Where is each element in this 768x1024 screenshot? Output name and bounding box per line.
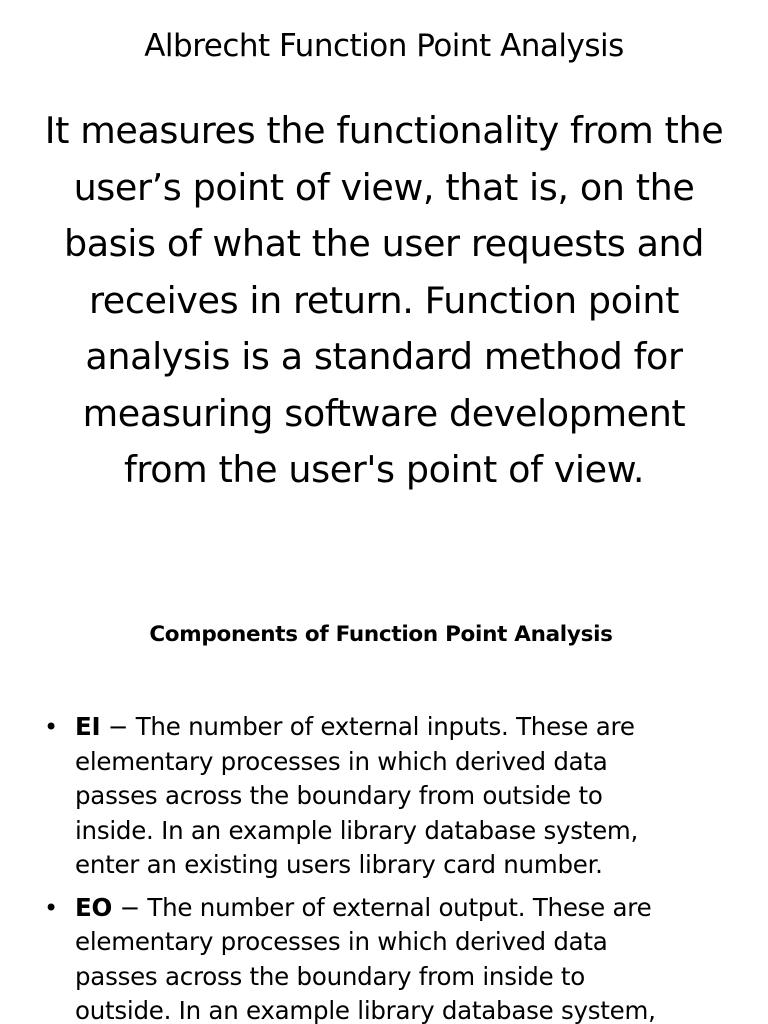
component-line: passes across the boundary from outside to	[75, 781, 603, 810]
component-line	[75, 891, 748, 926]
component-description	[75, 710, 748, 883]
slide-title: Albrecht Function Point Analysis	[144, 28, 624, 64]
components-heading: Components of Function Point Analysis	[149, 622, 613, 647]
component-line: elementary processes in which derived data	[75, 927, 608, 956]
intro-line: It measures the functionality from the	[44, 109, 724, 152]
component-abbreviation: EO	[75, 892, 113, 922]
component-line: inside. In an example library database system,	[75, 815, 639, 845]
intro-line: basis of what the user requests and	[63, 222, 705, 265]
component-item-eo	[0, 891, 768, 1024]
component-item-ei	[0, 710, 768, 883]
component-description	[75, 891, 748, 1024]
intro-line: from the user's point of view.	[123, 448, 645, 491]
component-line: outside. In an example library database system,	[75, 996, 656, 1024]
component-line: elementary processes in which derived data	[75, 746, 608, 776]
component-abbreviation: EI	[75, 712, 101, 741]
intro-line: receives in return. Function point	[88, 278, 680, 322]
bullet-icon: •	[44, 893, 58, 922]
intro-line: analysis is a standard method for	[85, 335, 683, 378]
intro-line: measuring software development	[82, 391, 686, 435]
components-list	[0, 710, 768, 1024]
bullet-icon: •	[44, 713, 58, 741]
component-line-text: − The number of external output. These are	[112, 892, 652, 922]
intro-line: user’s point of view, that is, on the	[73, 165, 695, 209]
intro-paragraph	[14, 103, 754, 499]
component-line-text: − The number of external inputs. These are	[100, 712, 635, 741]
component-line: passes across the boundary from inside to	[75, 961, 586, 991]
component-line: enter an existing users library card number.	[75, 850, 603, 879]
component-line	[75, 710, 748, 745]
